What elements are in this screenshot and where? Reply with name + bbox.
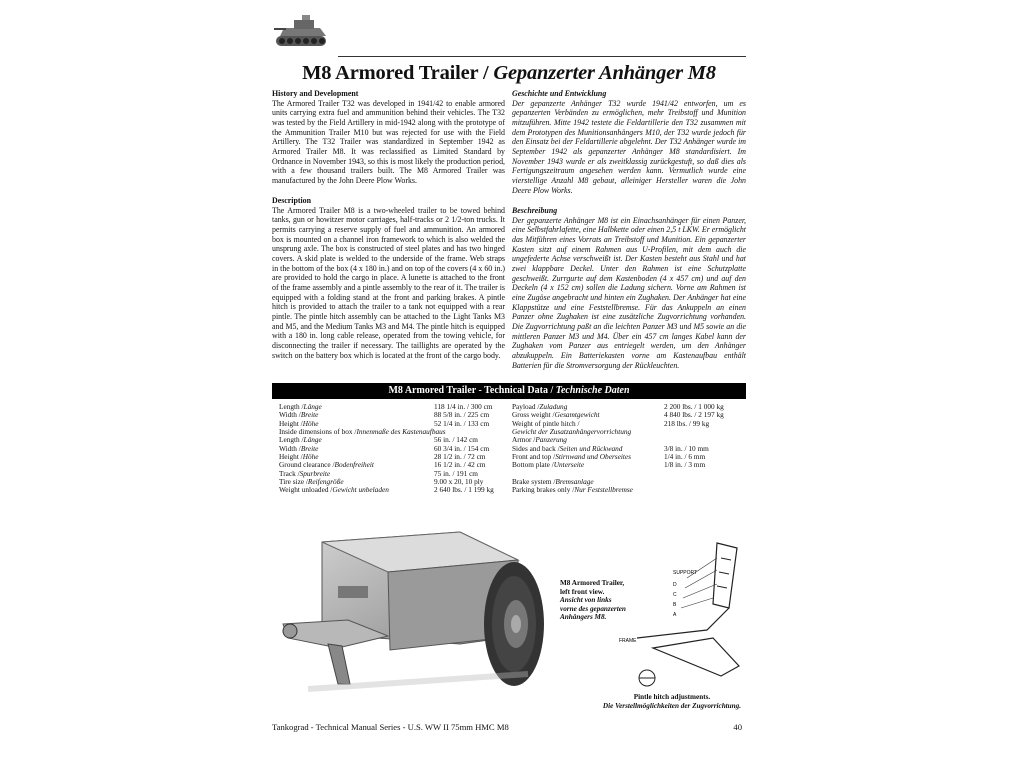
hitch-caption: Pintle hitch adjustments. Die Verstellmöglichkeiten der Zugvorrichtung. [602, 693, 742, 710]
tech-data-value: 118 1/4 in. / 300 cm [434, 402, 493, 411]
pintle-hitch-drawing [617, 538, 747, 698]
hitch-label-d: D [673, 582, 677, 588]
geschichte-heading: Geschichte und Entwicklung [512, 89, 607, 98]
tech-data-value: 218 lbs. / 99 kg [664, 418, 710, 428]
tech-data-label: Ground clearance /Bodenfreiheit [279, 460, 374, 470]
hitch-label-frame: FRAME [619, 638, 637, 644]
tech-data-value: 16 1/2 in. / 42 cm [434, 460, 486, 470]
tech-data-left [279, 403, 511, 495]
tech-data-right [512, 403, 742, 495]
tech-data-label: Gross weight /Gesamtgewicht [512, 410, 600, 420]
tech-data-label: Gewicht der Zusatzanhängervorrichtung [512, 427, 632, 437]
tech-data-value: 60 3/4 in. / 154 cm [434, 443, 490, 453]
beschreibung-text: Der gepanzerte Anhänger M8 ist ein Einachsanhänger für einen Panzer, eine Selbstfahrlafette, eine Halbkette oder einen 2,5 t LKW. Er ermöglicht das Mitführen eines Vorrats an Treibstoff und Munition. Ein gepanzerter Kasten sitzt auf einem Rahmen aus U-Profilen, mit dem auch die ungefederte Achse verschweißt ist. Der Kasten besteht aus Stahl und hat zwei klappbare Deckel. Unter den Rahmen ist eine Schutzplatte geschweißt. Zurrgurte auf dem Kastenboden (4 x 457 cm) und auf den Deckeln (4 x 152 cm) sollen die Ladung sichern. Vorne am Rahmen ist eine Zugöse angebracht und hinten ein Zughaken. Der Anhänger hat eine Klappstütze und eine Feststellbremse. Für das Ankuppeln an einen Panzer ohne Zughaken ist eine zusätzliche Zugvorrichtung vorhanden. Die Zugvorrichtung paßt an die leichten Panzer M3 und M5 sowie an die mittleren Panzer M3 und M4. Über ein 457 cm langes Kabel kann der Zughaken vom Panzer aus entriegelt werden, um den Anhänger abzukuppeln. Ein Batteriekasten vorne am Kastenaufbau enthält Batterien für die Stromversorgung der Rückleuchten. [512, 215, 746, 370]
tech-data-value: 4 840 lbs. / 2 197 kg [664, 410, 724, 420]
header-rule [338, 56, 746, 57]
hitch-label-c: C [673, 592, 677, 598]
tech-data-label: Height /Höhe [279, 452, 319, 462]
geschichte-text: Der gepanzerte Anhänger T32 wurde 1941/42 entworfen, um es gepanzerten Verbänden zu ermöglichen, mehr Treibstoff und Munition mitzuführen. Mitte 1942 testete die Feldartillerie den T32 zusammen mit dem Prototypen des Munitionsanhängers M10, der T32 wurde jedoch für den Einsatz bei der Feldartillerie abgelehnt. Der T32 Anhänger wurde im September 1942 als gepanzerter Anhänger M8 standardisiert. Im November 1943 wurde er als zweitklassig zurückgestuft, so daß dies als Fertigungszeitraum angesehen werden kann. Vermutlich wurde eine vierstellige Anzahl M8 gebaut, alleiniger Hersteller waren die John Deere Plow Works. [512, 98, 746, 195]
english-description [272, 196, 505, 360]
page-title [272, 62, 746, 85]
tech-data-label: Weight of pintle hitch / [512, 418, 580, 428]
tech-data-label: Width /Breite [279, 443, 319, 453]
tech-data-value: 3/8 in. / 10 mm [664, 443, 709, 453]
tech-data-row [512, 486, 742, 494]
tech-data-label: Tire size /Reifengröße [279, 477, 344, 487]
tech-data-label: Inside dimensions of box /Innenmaße des Kastenaufbaus [279, 427, 446, 437]
tech-data-label: Length /Länge [279, 402, 322, 411]
description-text: The Armored Trailer M8 is a two-wheeled trailer to be towed behind tanks, gun or howitzer motor carriages, half-tracks or 2 1/2-ton trucks. It permits carrying a reserve supply of fuel and ammunition. An armored box is mounted on a channel iron framework to which is also welded the unsprung axle. The box is constructed of steel plates and has two hinged covers. A skid plate is welded to the underside of the frame. Web straps in the bottom of the box (4 x 180 in.) and on top of the covers (4 x 60 in.) are provided to hold the cargo in place. A lunette is attached to the front of the frame assembly and a pintle assembly to the rear of it. The trailer is equipped with a folding stand at the front and parking brakes. A pintle hitch is provided to attach the trailer to a tank not equipped with a rear pintle. The pintle hitch assembly can be attached to the Light Tanks M3 and M5, and the Medium Tanks M3 and M4. The pintle hitch is equipped with a 180 in. long cable release, operated from the towing vehicle, for disconnecting the trailer if necessary. The taillights are operated by the switch on the battery box which is located at the front of the cargo body. [272, 205, 505, 360]
tech-data-label: Payload /Zuladung [512, 402, 568, 411]
tech-data-label: Bottom plate /Unterseite [512, 460, 585, 470]
tech-data-heading: M8 Armored Trailer - Technical Data / Technische Daten [272, 383, 746, 399]
tech-data-label: Parking brakes only /Nur Feststellbremse [512, 485, 633, 495]
tech-data-value: 2 640 lbs. / 1 199 kg [434, 485, 494, 495]
tech-data-value: 88 5/8 in. / 225 cm [434, 410, 490, 420]
description-heading: Description [272, 196, 312, 205]
trailer-caption: M8 Armored Trailer, left front view. Ansicht von links vorne des gepanzerten Anhängers M8. [560, 579, 626, 622]
tech-data-value: 52 1/4 in. / 133 cm [434, 418, 490, 428]
tech-data-row [512, 461, 742, 469]
tech-data-label: Front and top /Stirnwand und Oberseites [512, 452, 631, 462]
tech-data-label: Armor /Panzerung [512, 435, 567, 445]
title-english: M8 Armored Trailer / [302, 62, 494, 84]
hitch-label-b: B [673, 602, 677, 608]
tech-data-label: Weight unloaded /Gewicht unbeladen [279, 485, 389, 495]
history-heading: History and Development [272, 89, 359, 98]
tech-data-label: Height /Höhe [279, 418, 319, 428]
tech-data-value: 75 in. / 191 cm [434, 468, 478, 478]
trailer-photo [278, 524, 558, 709]
page-number: 40 [733, 722, 742, 732]
english-history [272, 89, 505, 186]
tech-data-value: 56 in. / 142 cm [434, 435, 478, 445]
tech-data-label: Track /Spurbreite [279, 468, 331, 478]
hitch-label-support: SUPPORT [673, 570, 698, 576]
tech-data-value: 1/8 in. / 3 mm [664, 460, 706, 470]
german-history [512, 89, 746, 195]
tech-data-label: Width /Breite [279, 410, 319, 420]
tech-data-value: 9.00 x 20, 10 ply [434, 477, 484, 487]
hitch-label-a: A [673, 612, 677, 618]
tech-data-label: Length /Länge [279, 435, 322, 445]
tech-data-label: Sides and back /Seiten und Rückwand [512, 443, 623, 453]
page-footer: Tankograd - Technical Manual Series - U.S. WW II 75mm HMC M8 [272, 722, 509, 732]
tech-data-label: Brake system /Bremsanlage [512, 477, 594, 487]
tech-data-value: 28 1/2 in. / 72 cm [434, 452, 486, 462]
beschreibung-heading: Beschreibung [512, 206, 558, 215]
tech-data-row [279, 486, 511, 494]
german-description [512, 206, 746, 370]
tank-illustration-icon [272, 10, 332, 54]
title-german: Gepanzerter Anhänger M8 [493, 62, 716, 84]
tech-data-value: 1/4 in. / 6 mm [664, 452, 706, 462]
tech-data-value: 2 200 lbs. / 1 000 kg [664, 402, 724, 411]
history-text: The Armored Trailer T32 was developed in 1941/42 to enable armored units carrying extra fuel and ammunition behind their vehicles. The T32 was tested by the Field Artillery in mid-1942 along with the prototype of the Ammunition Trailer M10 but was rejected for use with the Field Artillery. The T32 Trailer was standardized in September 1942 as Armored Trailer M8. It was reclassified as Limited Standard by Ordnance in November 1943, so this is most likely the production period, with a few thousand trailers built. The M8 Armored Trailer was manufactured by the John Deere Plow Works. [272, 98, 505, 185]
manual-page [272, 10, 746, 758]
